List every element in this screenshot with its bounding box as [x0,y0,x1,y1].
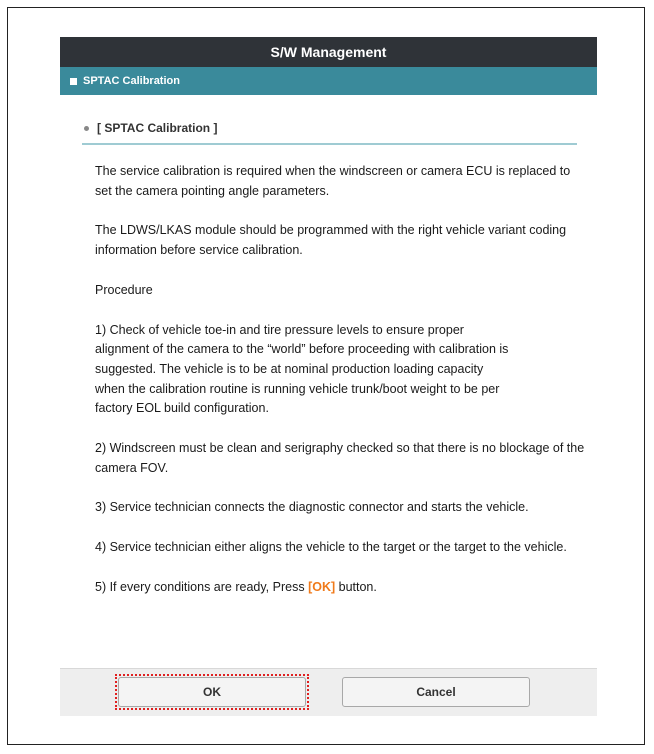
step-5-prefix: 5) If every conditions are ready, Press [95,579,309,594]
square-bullet-icon [70,78,77,85]
cancel-button[interactable]: Cancel [342,677,530,707]
coding-paragraph: The LDWS/LKAS module should be programmed with the right vehicle variant coding information before service calibration. [95,223,567,258]
step-4: 4) Service technician either aligns the vehicle to the target or the target to the vehicle. [95,540,567,555]
instructions-content [95,162,585,598]
step-5 [95,578,585,598]
intro-paragraph: The service calibration is required when the windscreen or camera ECU is replaced to set the camera pointing angle parameters. [95,164,571,198]
step-5-ok-keyword: [OK] [308,579,336,594]
dialog-title: S/W Management [60,37,597,67]
bullet-dot-icon [84,126,89,131]
step-2: 2) Windscreen must be clean and serigraphy checked so that there is no blockage of the camera FOV. [95,441,585,475]
section-heading [82,121,577,145]
step-1: 1) Check of vehicle toe-in and tire pressure levels to ensure proper alignment of the camera to the “world” before proceeding with calibration is suggested. The vehicle is to be at nominal production loading capacity when the calibration routine is running vehicle trunk/boot weight to be per factory EOL build configuration. [95,322,509,416]
section-heading-text: [ SPTAC Calibration ] [97,121,218,135]
dialog-footer [60,668,597,716]
dialog-subtitle: SPTAC Calibration [83,75,180,87]
procedure-label: Procedure [95,282,153,297]
sw-management-dialog [60,37,597,716]
dialog-subtitle-bar [60,67,597,95]
ok-button[interactable]: OK [118,677,306,707]
step-5-suffix: button. [335,579,377,594]
step-3: 3) Service technician connects the diagnostic connector and starts the vehicle. [95,500,529,515]
